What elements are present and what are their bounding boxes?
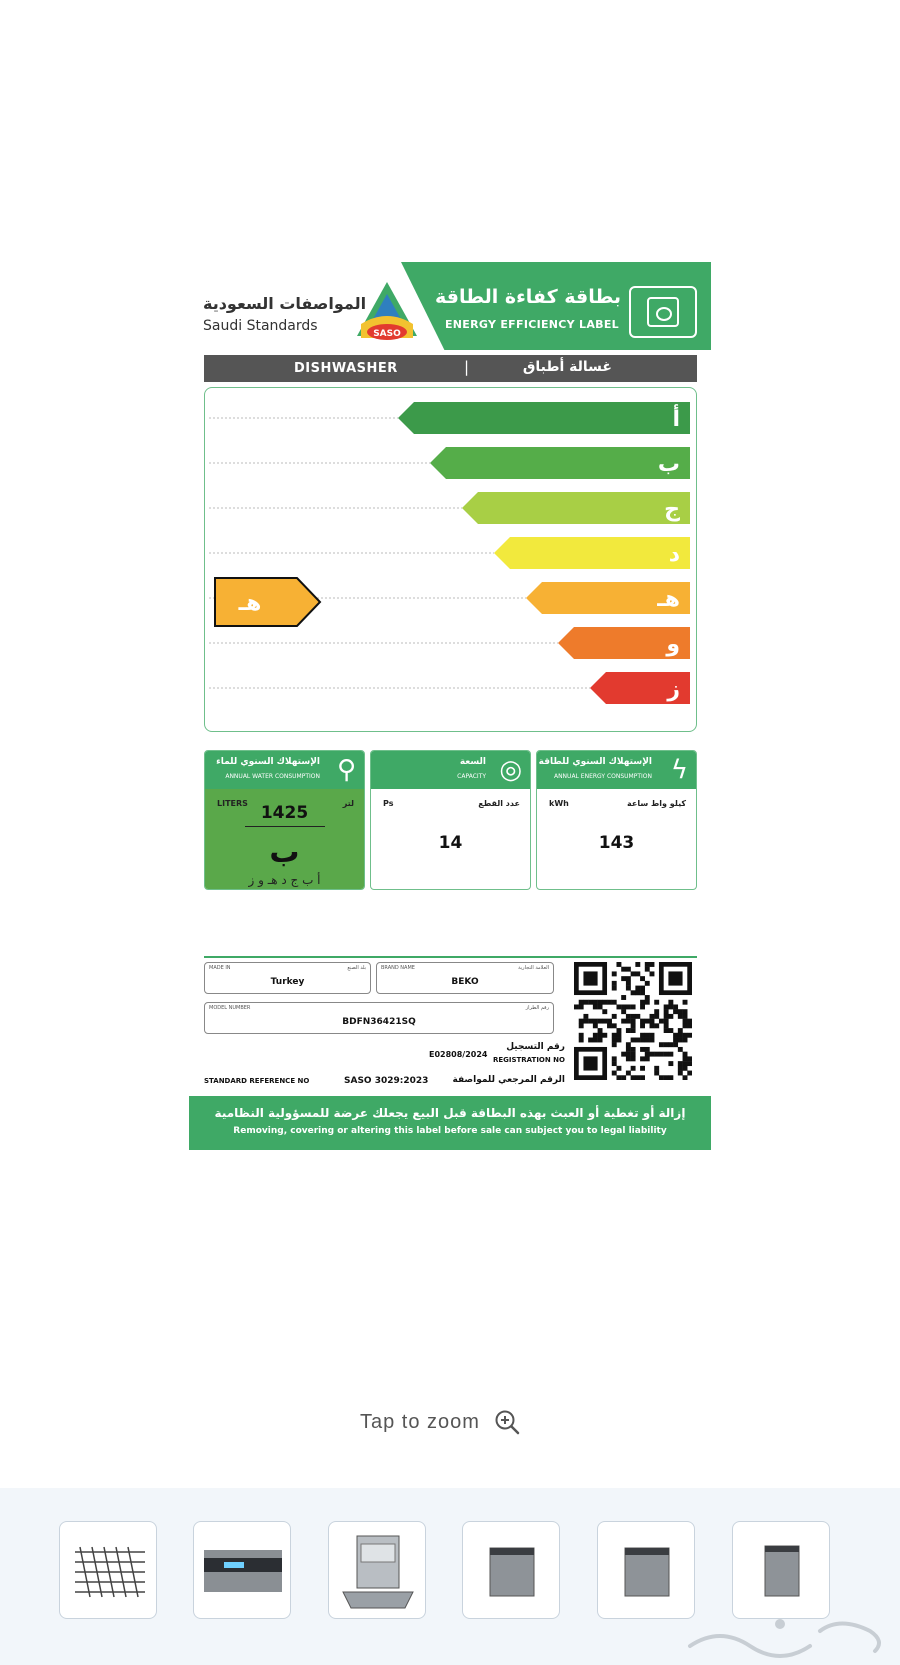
lightning-icon: ϟ [670,755,688,785]
warning-text-en: Removing, covering or altering this label before sale can subject you to legal liability [233,1126,667,1136]
water-unit-ar: لتر [342,799,354,808]
scale-letter-2: ب [657,452,680,477]
water-consumption-panel [204,750,365,890]
energy-title-en: ANNUAL ENERGY CONSUMPTION [553,773,652,780]
rating-pointer [215,578,320,626]
org-name-ar: المواصفات السعودية [203,294,367,313]
scale-letter-1: أ [672,407,680,432]
brand-value: BEKO [451,977,479,987]
scale-arrow-1 [398,402,690,434]
appliance-name-ar: غسالة أطباق [522,359,612,375]
standard-label-ar: الرقم المرجعي للمواصفة [452,1075,565,1085]
divider-line [204,956,697,958]
thumbnail-dishwasher-front[interactable] [462,1521,560,1619]
saso-logo-text: SASO [373,329,401,339]
model-value: BDFN36421SQ [342,1017,416,1027]
model-field [204,1002,554,1034]
scale-arrow-3 [462,492,690,524]
label-title-en: ENERGY EFFICIENCY LABEL [444,318,619,331]
warning-text-ar: إزالة أو تغطية أو العبث بهذه البطاقة قبل البيع يجعلك عرضة للمسؤولية النظامية [214,1106,686,1120]
thumbnail-dishwasher-rack[interactable] [59,1521,157,1619]
consumption-panels [204,750,697,890]
faucet-icon: ⚲ [336,755,356,785]
appliance-separator: | [464,358,470,376]
capacity-title-ar: السعة [459,757,486,767]
capacity-unit-en: Ps [383,799,394,808]
dishwasher-front-icon [463,1522,560,1619]
control-panel-icon [194,1522,291,1619]
water-unit-en: LITERS [217,799,248,808]
water-class-scale: أ ب ج د هـ و ز [248,873,321,887]
appliance-name-en: DISHWASHER [294,361,398,376]
thumbnail-dishwasher-side[interactable] [732,1521,830,1619]
scale-letter-6: و [666,632,680,657]
scale-letter-3: ج [664,497,680,522]
model-label-en: MODEL NUMBER [209,1005,251,1011]
label-header [189,262,711,350]
zoom-in-icon[interactable] [494,1409,520,1435]
water-title-ar: الإستهلاك السنوي للماء [216,757,320,767]
standard-value: SASO 3029:2023 [344,1076,429,1086]
water-panel-header [205,751,364,789]
energy-consumption-panel [536,750,697,890]
made-in-label-en: MADE IN [209,965,231,971]
made-in-value: Turkey [270,977,305,987]
efficiency-scale-graphic [205,388,697,732]
dishwasher-side-icon [733,1522,830,1619]
plate-cutlery-icon: ◎ [499,755,522,785]
appliance-icon [629,286,697,338]
haraj-logo-icon [680,1606,895,1661]
water-underline [245,826,325,827]
made-in-field [204,962,371,994]
capacity-value: 14 [438,833,463,853]
scale-arrow-4 [494,537,690,569]
water-title-en: ANNUAL WATER CONSUMPTION [225,773,320,780]
scale-letter-4: د [668,542,680,567]
capacity-unit-ar: عدد القطع [478,799,520,808]
legal-warning-banner [189,1096,711,1150]
model-label-ar: رقم الطراز [525,1005,549,1011]
energy-value: 143 [598,833,635,853]
dishwasher-open-icon [329,1522,426,1619]
made-in-label-ar: بلد الصنع [347,965,366,971]
capacity-title-en: CAPACITY [457,773,486,780]
efficiency-scale [204,387,697,732]
energy-unit-en: kWh [549,799,569,808]
scale-arrow-2 [430,447,690,479]
dishwasher-rack-icon [60,1522,157,1619]
scale-letter-5: هـ [657,587,680,612]
water-class: ب [269,835,300,870]
thumbnail-dishwasher-angle[interactable] [597,1521,695,1619]
brand-field [376,962,554,994]
brand-label-en: BRAND NAME [381,965,415,971]
energy-panel-header [537,751,696,789]
qr-code-icon [574,962,692,1080]
registration-label-en: REGISTRATION NO [492,1056,565,1064]
zoom-hint-text: Tap to zoom [360,1410,480,1433]
label-title-ar: بطاقة كفاءة الطاقة [434,286,621,308]
capacity-panel [370,750,531,890]
appliance-bar [204,355,697,382]
rating-letter: هـ [238,591,262,616]
tap-to-zoom-hint[interactable] [360,1407,520,1437]
registration-label-ar: رقم التسجيل [506,1042,565,1052]
energy-unit-ar: كيلو واط ساعة [627,799,686,808]
org-name-en: Saudi Standards [203,318,318,334]
thumbnail-dishwasher-open[interactable] [328,1521,426,1619]
scale-letter-7: ز [667,677,680,702]
dishwasher-angle-icon [598,1522,695,1619]
energy-label-image[interactable] [189,262,711,1150]
energy-title-ar: الإستهلاك السنوي للطاقة [538,757,652,767]
capacity-panel-header [371,751,530,789]
thumbnail-control-panel[interactable] [193,1521,291,1619]
water-value: 1425 [260,803,309,823]
standard-label-en: STANDARD REFERENCE NO [204,1077,310,1085]
registration-value: E02808/2024 [429,1050,488,1059]
brand-label-ar: العلامة التجارية [518,965,549,971]
